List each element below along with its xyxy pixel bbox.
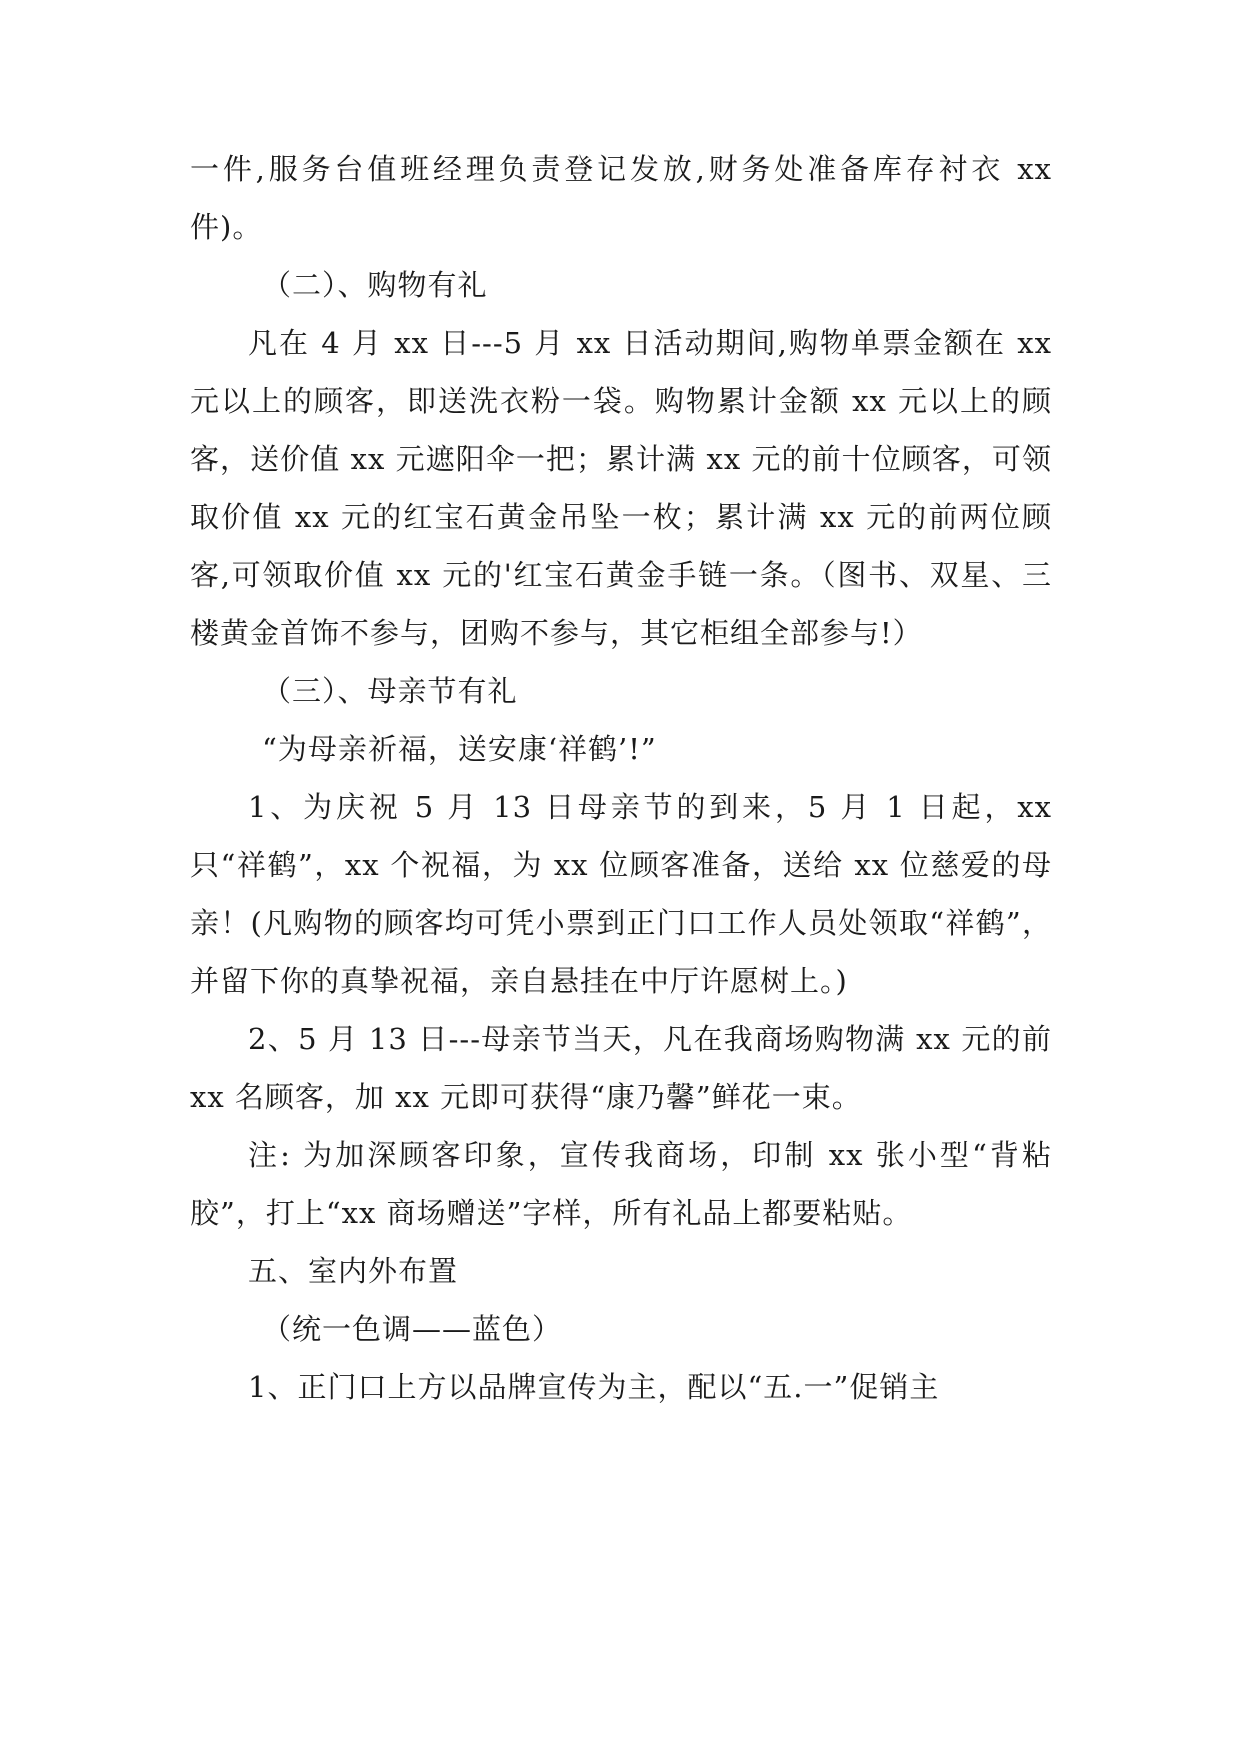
subheading-color-tone: （统一色调——蓝色） <box>262 1312 563 1346</box>
paragraph-shopping-gift: 凡在 4 月 xx 日---5 月 xx 日活动期间,购物单票金额在 xx 元以上的顾客，即送洗衣粉一袋。购物累计金额 xx 元以上的顾客，送价值 xx 元遮阳伞一把；累计满 xx 元的前十位顾客，可领取价值 xx 元的红宝石黄金吊坠一枚；累计满 xx 元的前两位顾客,可领取价值 xx 元的'红宝石黄金手链一条。（图书、双星、三楼黄金首饰不参与，团购不参与，其它柜组全部参与!） <box>190 326 1052 650</box>
slogan-mothers-day: “为母亲祈福，送安康‘祥鹤’!” <box>262 732 657 766</box>
paragraph-mothers-day-item-1: 1、为庆祝 5 月 13 日母亲节的到来，5 月 1 日起，xx 只“祥鹤”，xx 个祝福，为 xx 位顾客准备，送给 xx 位慈爱的母亲！(凡购物的顾客均可凭小票到正门口工作人员处领取“祥鹤”，并留下你的真挚祝福，亲自悬挂在中厅许愿树上。) <box>190 790 1052 998</box>
paragraph-note: 注: 为加深顾客印象，宣传我商场，印制 xx 张小型“背粘胶”，打上“xx 商场赠送”字样，所有礼品上都要粘贴。 <box>190 1138 1052 1230</box>
heading-decoration: 五、室内外布置 <box>248 1254 459 1288</box>
heading-mothers-day-gift: （三）、母亲节有礼 <box>262 674 518 708</box>
heading-shopping-gift: （二）、购物有礼 <box>262 268 488 302</box>
document-body <box>190 140 1052 1416</box>
paragraph-decoration-item-1: 1、正门口上方以品牌宣传为主，配以“五.一”促销主 <box>248 1370 940 1404</box>
paragraph-shirt-continuation: 一件,服务台值班经理负责登记发放,财务处准备库存衬衣 xx 件)。 <box>190 152 1052 244</box>
paragraph-mothers-day-item-2: 2、5 月 13 日---母亲节当天，凡在我商场购物满 xx 元的前 xx 名顾客，加 xx 元即可获得“康乃馨”鲜花一束。 <box>190 1022 1052 1114</box>
